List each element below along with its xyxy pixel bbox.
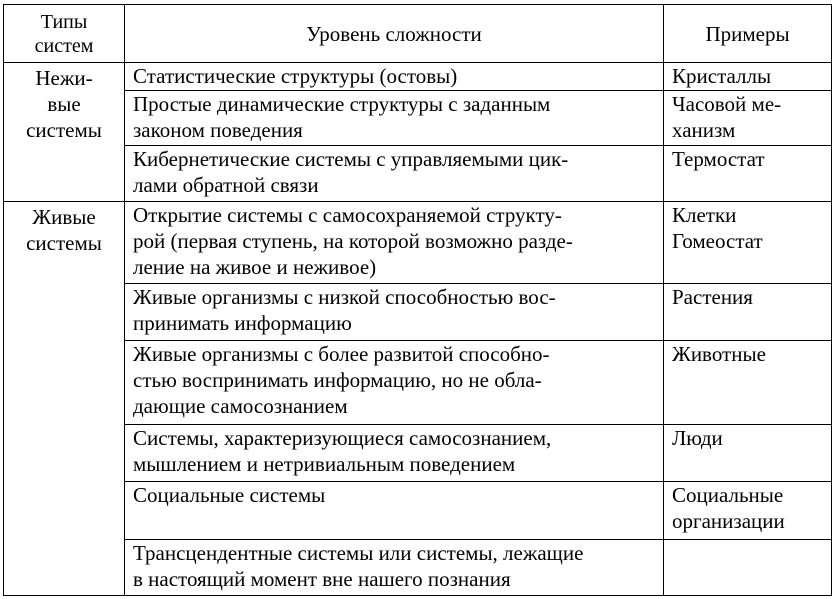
group-type-nonliving: Нежи- вые системы <box>4 63 125 202</box>
level-cell: Простые динамические структуры с заданным законом поведения <box>125 90 664 145</box>
table-row <box>4 63 832 91</box>
level-cell: Открытие системы с самосохраняемой структу- рой (первая ступень, на которой возможно разде- ление на живое и неживое) <box>125 201 664 284</box>
level-cell: Статистические структуры (остовы) <box>125 63 664 91</box>
header-examples: Примеры <box>664 5 832 63</box>
example-cell: Термостат <box>664 145 832 201</box>
example-cell: Люди <box>664 424 832 481</box>
header-row <box>4 5 832 63</box>
table-row <box>4 284 832 341</box>
table-row <box>4 481 832 539</box>
table-row <box>4 539 832 595</box>
header-complexity-level: Уровень сложности <box>125 5 664 63</box>
table-row <box>4 145 832 201</box>
level-cell: Живые организмы с низкой способностью вос- принимать информацию <box>125 284 664 341</box>
example-cell <box>664 539 832 595</box>
level-cell: Социальные системы <box>125 481 664 539</box>
example-cell: Животные <box>664 341 832 425</box>
example-cell: Социальные организации <box>664 481 832 539</box>
header-system-types: Типы систем <box>4 5 125 63</box>
table-row <box>4 201 832 284</box>
level-cell: Живые организмы с более развитой способно- стью воспринимать информацию, но не обла- дающие самосознанием <box>125 341 664 425</box>
level-cell: Системы, характеризующиеся самосознанием, мышлением и нетривиальным поведением <box>125 424 664 481</box>
example-cell: Кристаллы <box>664 63 832 91</box>
table-row <box>4 341 832 425</box>
example-cell: Растения <box>664 284 832 341</box>
group-type-living: Живые системы <box>4 201 125 595</box>
example-cell: Клетки Гомеостат <box>664 201 832 284</box>
table-row <box>4 424 832 481</box>
systems-complexity-table <box>3 4 832 596</box>
table-row <box>4 90 832 145</box>
level-cell: Трансцендентные системы или системы, лежащие в настоящий момент вне нашего познания <box>125 539 664 595</box>
example-cell: Часовой ме- ханизм <box>664 90 832 145</box>
level-cell: Кибернетические системы с управляемыми цик- лами обратной связи <box>125 145 664 201</box>
